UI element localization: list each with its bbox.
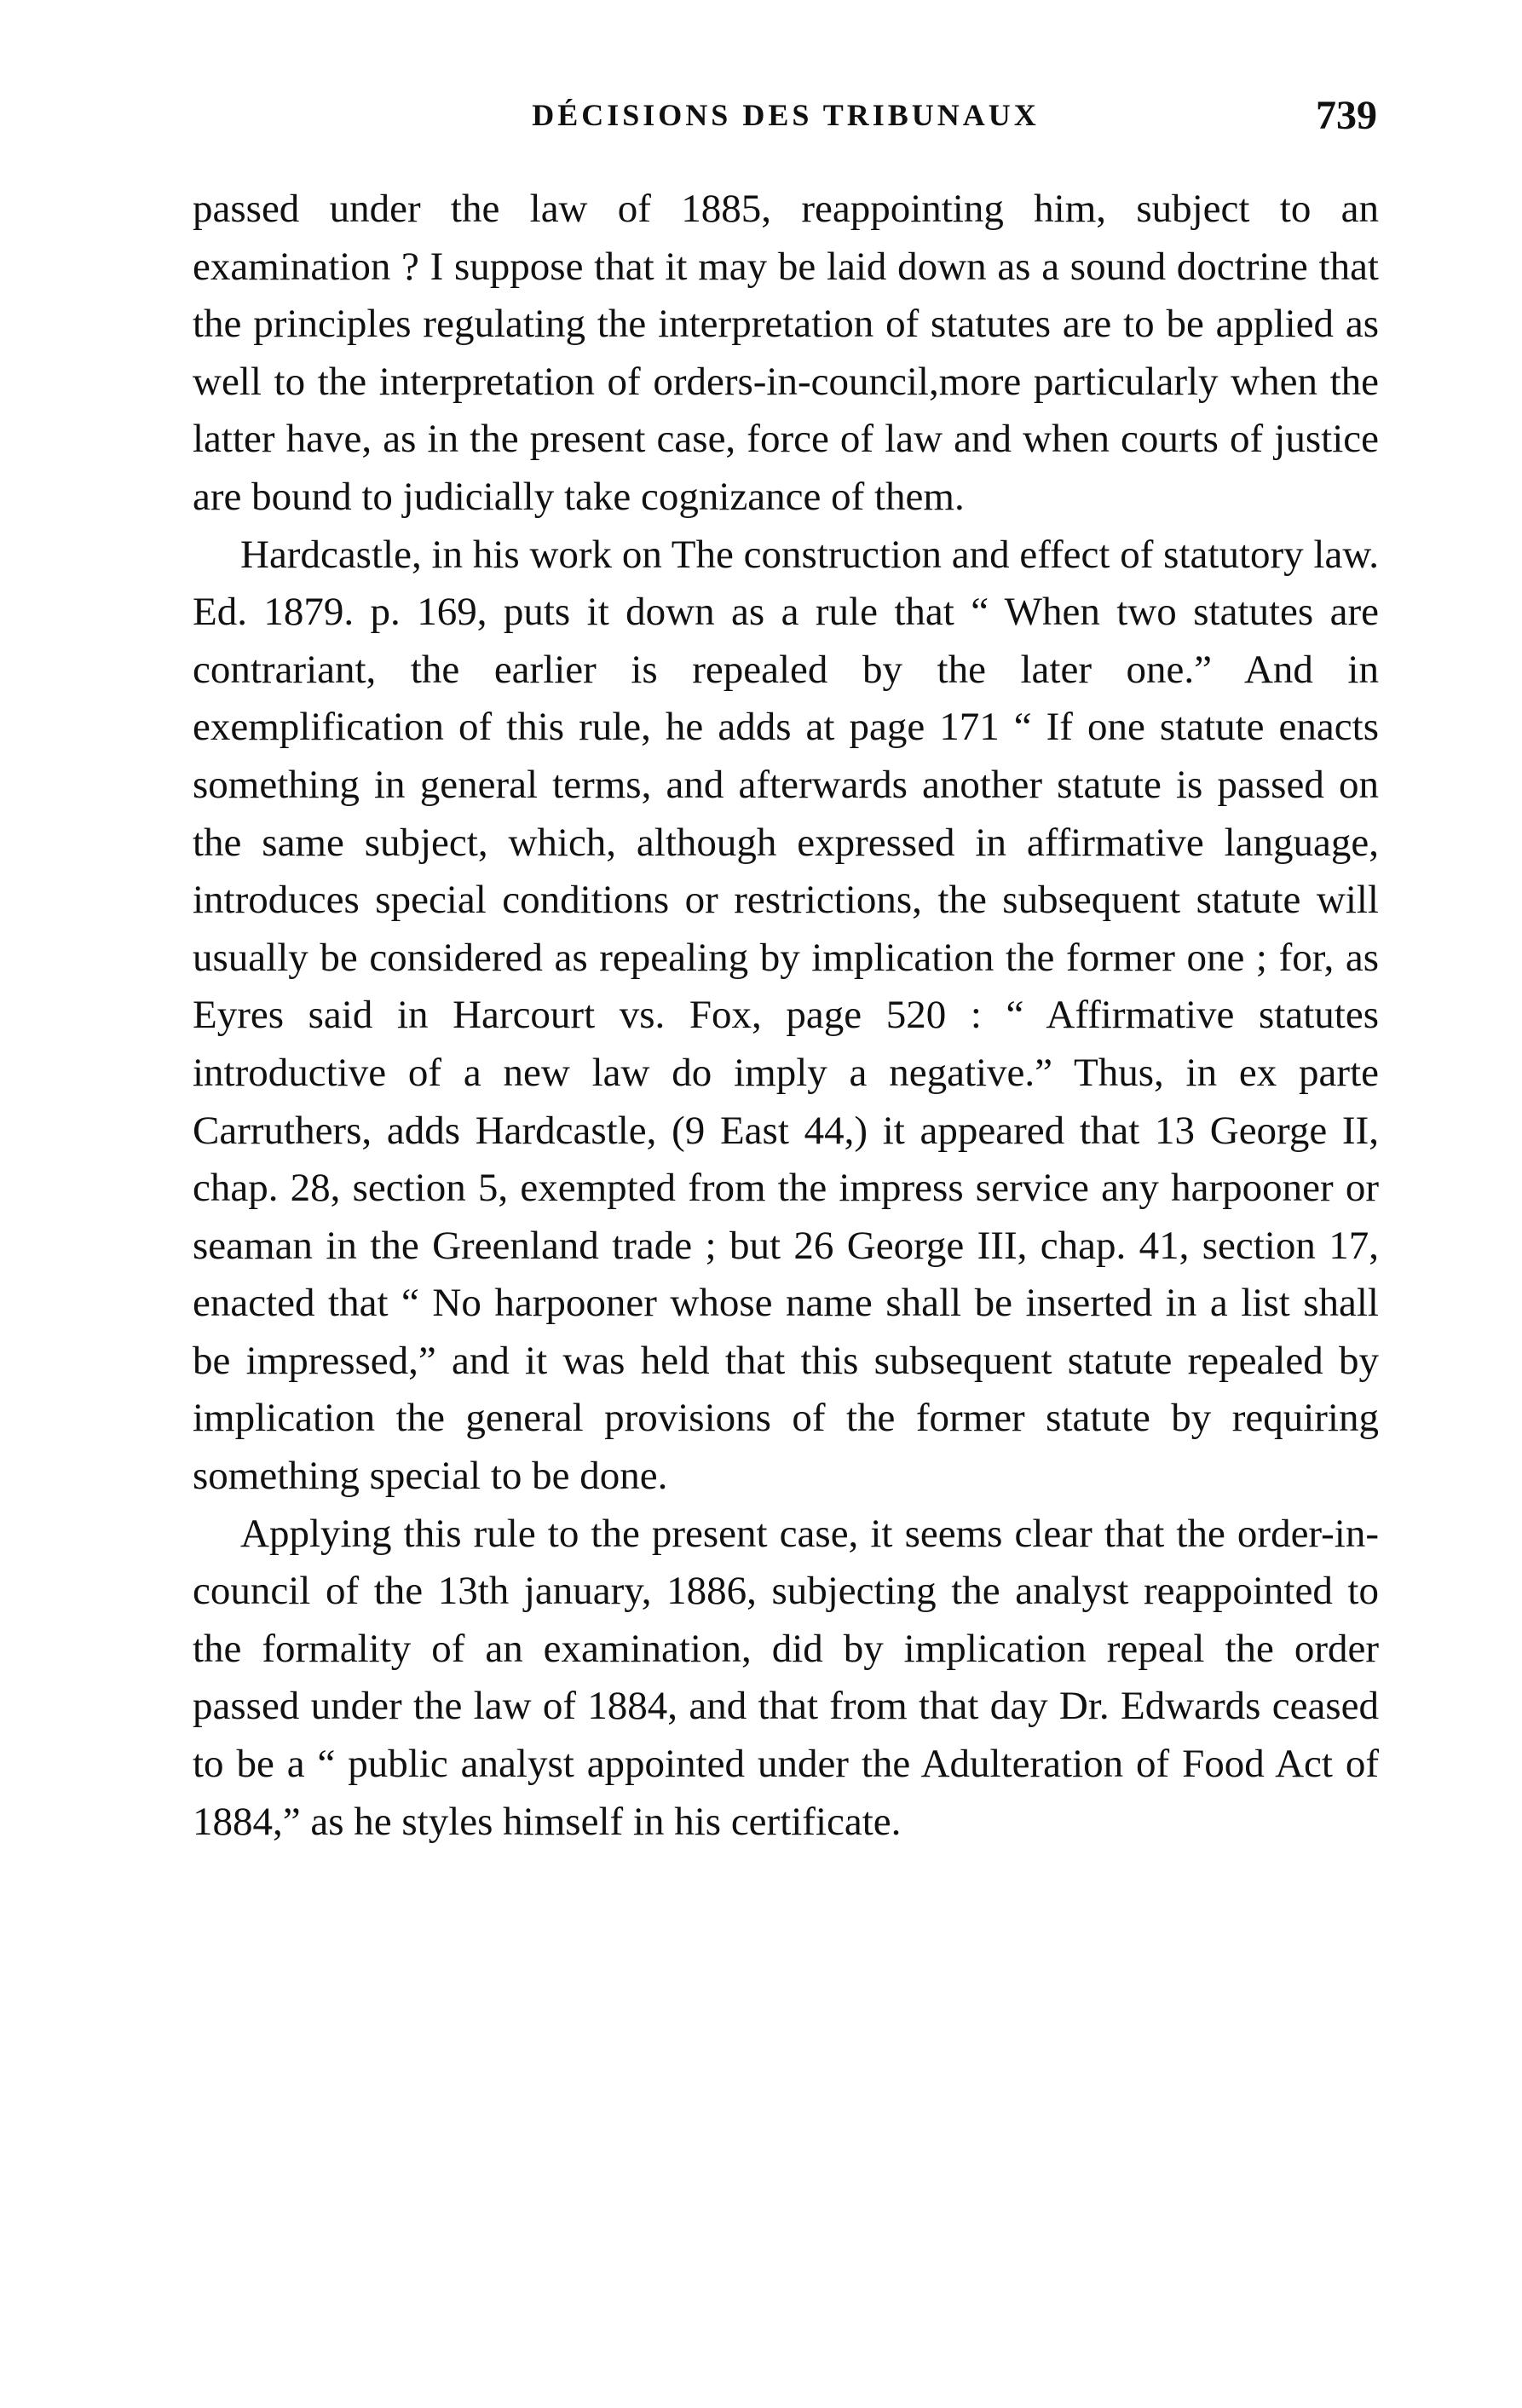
paragraph-2: Hardcastle, in his work on The construction and effect of statutory law. Ed. 1879. p. 169, puts it down as a rule that “ When two statutes are contrariant, the earlier is repealed by the later one.” And in exemplification of this rule, he adds at page 171 “ If one statute enacts something in general terms, and afterwards another statute is passed on the same subject, which, although expressed in affirmative language, introduces special conditions or restrictions, the subsequent statute will usually be considered as repealing by implication the former one ; for, as Eyres said in Harcourt vs. Fox, page 520 : “ Affirmative statutes introductive of a new law do imply a negative.” Thus, in ex parte Carruthers, adds Hardcastle, (9 East 44,) it appeared that 13 George II, chap. 28, section 5, exempted from the impress service any harpooner or seaman in the Greenland trade ; but 26 George III, chap. 41, section 17, enacted that “ No harpooner whose name shall be inserted in a list shall be impressed,” and it was held that this subsequent statute repealed by implication the general provisions of the former statute by requiring something special to be done.: [193, 532, 1379, 1499]
paragraph-3: Applying this rule to the present case, it seems clear that the order-in-council of the 13th january, 1886, subjecting the analyst reappointed to the formality of an examination, did by implication repeal the order passed under the law of 1884, and that from that day Dr. Edwards ceased to be a “ public analyst appointed under the Adulteration of Food Act of 1884,” as he styles himself in his certificate.: [193, 1511, 1379, 1844]
paragraph-1: passed under the law of 1885, reappointing him, subject to an examination ? I suppose that it may be laid down as a sound doctrine that the principles regulating the interpretation of statutes are to be applied as well to the interpretation of orders-in-council,more particularly when the latter have, as in the present case, force of law and when courts of justice are bound to judicially take cognizance of them.: [193, 187, 1379, 519]
running-head: [194, 92, 1377, 169]
running-title: DÉCISIONS DES TRIBUNAUX: [532, 98, 1040, 132]
page-number: 739: [1316, 93, 1377, 138]
body-text: [193, 181, 1379, 1851]
